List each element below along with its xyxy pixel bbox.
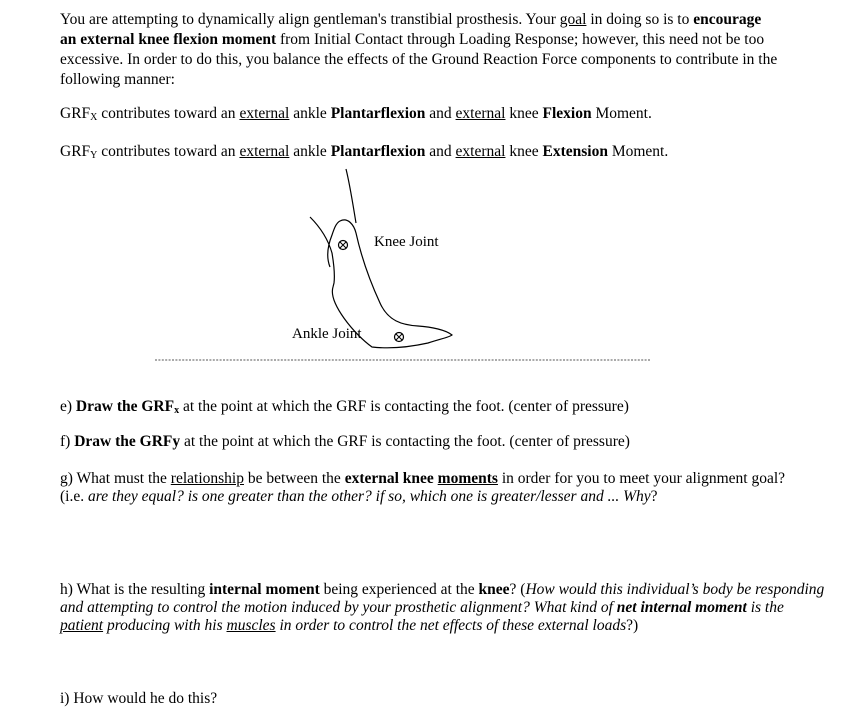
thigh-outline: [346, 169, 356, 223]
grfy-text-5: Moment.: [607, 143, 669, 160]
grfx-label: GRF: [60, 105, 91, 122]
grfx-external-2: external: [455, 105, 506, 122]
question-g-text-1: be between the: [243, 470, 345, 487]
question-g-prefix: g) What must the: [60, 470, 171, 487]
grfx-text-3: and: [425, 105, 456, 122]
question-e-subscript: x: [174, 405, 180, 416]
grfy-text-2: ankle: [289, 143, 331, 160]
intro-external-knee-flexion: an external knee flexion moment: [60, 31, 277, 48]
question-e: [60, 398, 830, 418]
question-h-internal-moment: internal moment: [209, 581, 320, 598]
question-h-net-internal-moment: net internal moment: [616, 599, 747, 616]
intro-goal: goal: [559, 11, 587, 28]
intro-text-1: You are attempting to dynamically align gentleman's transtibial prosthesis. Your: [60, 11, 560, 28]
question-h-patient: patient: [60, 617, 104, 634]
question-g-text-4: ?: [650, 488, 658, 505]
question-f-rest: at the point at which the GRF is contacting the foot. (center of pressure): [180, 433, 630, 450]
ankle-joint-marker: [395, 333, 404, 342]
grfx-text-4: knee: [505, 105, 543, 122]
question-f: [60, 433, 830, 451]
question-h-text-1: being experienced at the: [319, 581, 479, 598]
question-g-moments: moments: [437, 470, 498, 487]
grfy-subscript: Y: [90, 150, 98, 161]
question-h-italic-4: in order to control the net effects of these external loads: [275, 617, 627, 634]
question-h-italic-3: producing with his: [103, 617, 227, 634]
question-g-text-3: (i.e.: [60, 488, 88, 505]
question-h-text-3: ?): [626, 617, 639, 634]
grfx-line: [60, 104, 820, 126]
prosthesis-diagram: [150, 165, 660, 370]
question-g-text-2: in order for you to meet your alignment goal?: [497, 470, 786, 487]
question-h-text-2: ? (: [509, 581, 526, 598]
grfy-extension: Extension: [542, 143, 608, 160]
knee-joint-label: Knee Joint: [374, 234, 439, 250]
grfx-plantarflexion: Plantarflexion: [330, 105, 426, 122]
grfy-label: GRF: [60, 143, 91, 160]
question-e-bold: Draw the GRF: [75, 398, 175, 415]
grfx-text-5: Moment.: [591, 105, 652, 122]
grfy-text-4: knee: [505, 143, 543, 160]
question-g-external-knee: external knee: [344, 470, 438, 487]
question-h-prefix: h) What is the resulting: [60, 581, 210, 598]
question-h-italic-2: is the: [746, 599, 784, 616]
question-h-italic-1: How would this individual’s body be responding and attempting to control the motion induced by your prosthetic alignment? What kind of: [60, 581, 825, 616]
question-h-muscles: muscles: [226, 617, 276, 634]
grfy-plantarflexion: Plantarflexion: [330, 143, 426, 160]
intro-text-2: in doing so is to: [586, 11, 694, 28]
question-g-italic: are they equal? is one greater than the other? if so, which one is greater/lesser and ... Why: [87, 488, 651, 505]
question-g-relationship: relationship: [170, 470, 244, 487]
grfx-flexion: Flexion: [542, 105, 592, 122]
grfx-text-1: contributes toward an: [97, 105, 240, 122]
intro-paragraph: [60, 10, 820, 90]
question-h-knee: knee: [478, 581, 510, 598]
question-i: i) How would he do this?: [60, 690, 218, 707]
question-g: [60, 470, 830, 506]
question-e-prefix: e): [60, 398, 76, 415]
question-f-bold: Draw the GRFy: [74, 433, 181, 450]
grfy-external-2: external: [455, 143, 506, 160]
grfy-text-1: contributes toward an: [97, 143, 240, 160]
grfy-text-3: and: [425, 143, 456, 160]
grfy-line: [60, 142, 820, 164]
intro-encourage: encourage: [693, 11, 762, 28]
grfx-external-1: external: [239, 105, 290, 122]
question-e-rest: at the point at which the GRF is contacting the foot. (center of pressure): [179, 398, 629, 415]
intro-text-4: from Initial Contact through Loading Response; however, this need not be too excessive. In order to do this, you balance the effects of the Ground Reaction Force components to contribute in the following manner:: [60, 31, 778, 88]
ankle-joint-label: Ankle Joint: [292, 326, 362, 342]
grfx-subscript: X: [90, 112, 98, 123]
grfy-external-1: external: [239, 143, 290, 160]
question-h: [60, 581, 830, 635]
grfx-text-2: ankle: [289, 105, 331, 122]
question-f-prefix: f): [60, 433, 75, 450]
knee-joint-marker: [339, 241, 348, 250]
